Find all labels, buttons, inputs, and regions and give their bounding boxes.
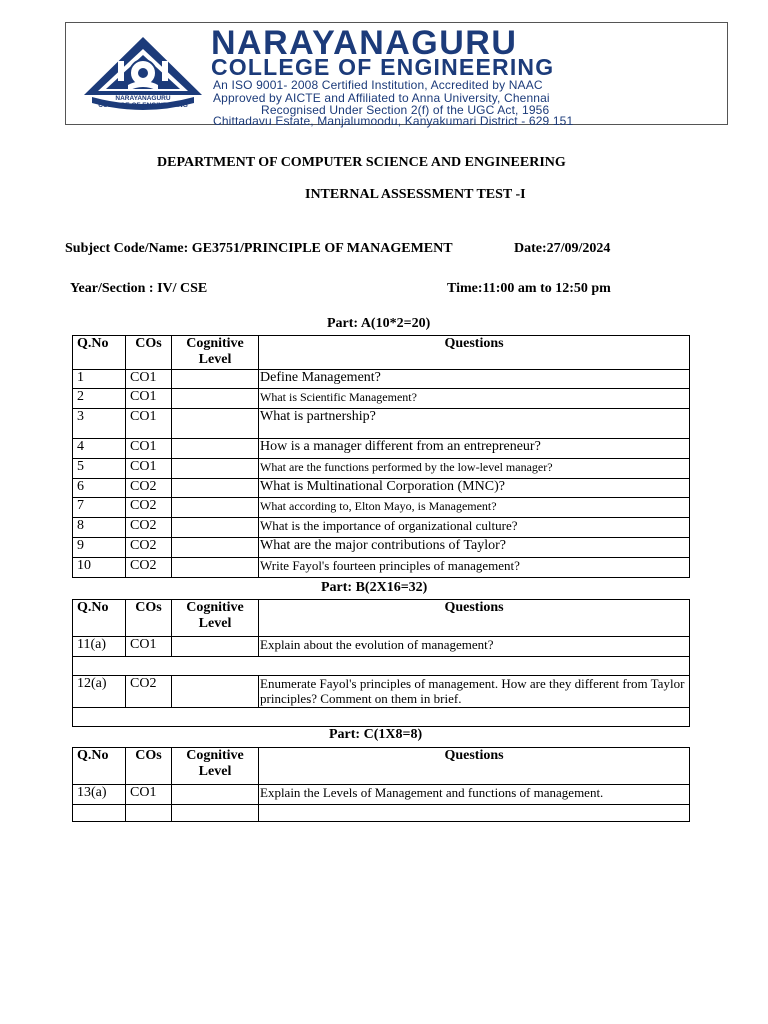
empty-cell xyxy=(73,657,690,676)
question-number: 13(a) xyxy=(73,785,126,805)
subject-line: Subject Code/Name: GE3751/PRINCIPLE OF MANAGEMENT xyxy=(65,241,453,256)
college-emblem-icon xyxy=(78,33,208,125)
logo-caption-line-2: COLLEGE OF ENGINEERING xyxy=(98,102,188,109)
table-row xyxy=(73,805,690,822)
cognitive-level xyxy=(172,439,259,459)
cognitive-level xyxy=(172,479,259,498)
table-row xyxy=(73,785,690,805)
question-number: 3 xyxy=(73,409,126,439)
table-row xyxy=(73,439,690,459)
question-text: Enumerate Fayol's principles of management. How are they different from Taylor principles? Comment on them in brief. xyxy=(259,676,690,708)
course-outcome: CO1 xyxy=(126,459,172,479)
cognitive-level xyxy=(172,637,259,657)
question-number: 6 xyxy=(73,479,126,498)
qno-header: Q.No xyxy=(73,600,126,637)
empty-cell xyxy=(172,805,259,822)
empty-cell xyxy=(126,805,172,822)
course-outcome: CO2 xyxy=(126,498,172,518)
cognitive-header: Cognitive Level xyxy=(172,600,259,637)
question-number: 10 xyxy=(73,558,126,578)
table-row xyxy=(73,637,690,657)
question-number: 8 xyxy=(73,518,126,538)
part-a-table xyxy=(72,335,690,578)
table-row xyxy=(73,479,690,498)
logo-caption-line-1: NARAYANAGURU xyxy=(115,95,171,102)
cognitive-level xyxy=(172,498,259,518)
question-text: How is a manager different from an entrepreneur? xyxy=(259,439,690,459)
question-number: 11(a) xyxy=(73,637,126,657)
course-outcome: CO1 xyxy=(126,785,172,805)
cos-header: COs xyxy=(126,336,172,370)
cognitive-level xyxy=(172,459,259,479)
questions-header: Questions xyxy=(259,748,690,785)
question-number: 7 xyxy=(73,498,126,518)
cognitive-level xyxy=(172,409,259,439)
accreditation-line: An ISO 9001- 2008 Certified Institution, Accredited by NAAC xyxy=(213,78,543,92)
part-b-table xyxy=(72,599,690,727)
college-subtitle: COLLEGE OF ENGINEERING xyxy=(211,54,555,80)
table-row xyxy=(73,459,690,479)
course-outcome: CO1 xyxy=(126,409,172,439)
course-outcome: CO2 xyxy=(126,518,172,538)
questions-header: Questions xyxy=(259,600,690,637)
cognitive-level xyxy=(172,518,259,538)
empty-cell xyxy=(259,805,690,822)
cognitive-level xyxy=(172,676,259,708)
course-outcome: CO2 xyxy=(126,676,172,708)
part-c-title: Part: C(1X8=8) xyxy=(329,727,423,742)
table-spacer-row xyxy=(73,708,690,727)
table-row xyxy=(73,518,690,538)
table-row xyxy=(73,370,690,389)
question-number: 9 xyxy=(73,538,126,558)
cognitive-level xyxy=(172,389,259,409)
cognitive-level xyxy=(172,538,259,558)
questions-header: Questions xyxy=(259,336,690,370)
logo-caption xyxy=(76,95,210,109)
cognitive-header: Cognitive Level xyxy=(172,336,259,370)
course-outcome: CO2 xyxy=(126,558,172,578)
part-a-title: Part: A(10*2=20) xyxy=(327,316,431,331)
table-row xyxy=(73,676,690,708)
empty-cell xyxy=(73,805,126,822)
table-header-row xyxy=(73,336,690,370)
part-b-title: Part: B(2X16=32) xyxy=(321,580,428,595)
qno-header: Q.No xyxy=(73,748,126,785)
cognitive-level xyxy=(172,558,259,578)
course-outcome: CO1 xyxy=(126,389,172,409)
qno-header: Q.No xyxy=(73,336,126,370)
question-number: 2 xyxy=(73,389,126,409)
question-text: Explain about the evolution of management? xyxy=(259,637,690,657)
question-number: 5 xyxy=(73,459,126,479)
question-number: 4 xyxy=(73,439,126,459)
college-name: NARAYANAGURU xyxy=(211,24,518,62)
question-number: 1 xyxy=(73,370,126,389)
question-text: Explain the Levels of Management and functions of management. xyxy=(259,785,690,805)
table-row xyxy=(73,498,690,518)
recognition-line: Recognised Under Section 2(f) of the UGC Act, 1956 xyxy=(261,103,550,117)
empty-cell xyxy=(73,708,690,727)
department-title: DEPARTMENT OF COMPUTER SCIENCE AND ENGINEERING xyxy=(157,155,566,170)
question-number: 12(a) xyxy=(73,676,126,708)
table-row xyxy=(73,409,690,439)
year-section: Year/Section : IV/ CSE xyxy=(70,281,208,296)
question-text: What is the importance of organizational culture? xyxy=(259,518,690,538)
table-row xyxy=(73,538,690,558)
question-text: What are the major contributions of Taylor? xyxy=(259,538,690,558)
test-title: INTERNAL ASSESSMENT TEST -I xyxy=(305,187,526,202)
cognitive-level xyxy=(172,370,259,389)
exam-date: Date:27/09/2024 xyxy=(514,241,611,256)
cos-header: COs xyxy=(126,600,172,637)
table-row xyxy=(73,389,690,409)
question-text: Define Management? xyxy=(259,370,690,389)
table-spacer-row xyxy=(73,657,690,676)
question-text: What are the functions performed by the low-level manager? xyxy=(259,459,690,479)
exam-time: Time:11:00 am to 12:50 pm xyxy=(447,281,611,296)
table-header-row xyxy=(73,748,690,785)
affiliation-line: Approved by AICTE and Affiliated to Anna University, Chennai xyxy=(213,91,550,105)
course-outcome: CO1 xyxy=(126,637,172,657)
question-text: What is partnership? xyxy=(259,409,690,439)
course-outcome: CO2 xyxy=(126,479,172,498)
course-outcome: CO2 xyxy=(126,538,172,558)
table-row xyxy=(73,558,690,578)
question-text: What is Multinational Corporation (MNC)? xyxy=(259,479,690,498)
cognitive-header: Cognitive Level xyxy=(172,748,259,785)
course-outcome: CO1 xyxy=(126,370,172,389)
cos-header: COs xyxy=(126,748,172,785)
table-header-row xyxy=(73,600,690,637)
question-text: What according to, Elton Mayo, is Management? xyxy=(259,498,690,518)
question-text: What is Scientific Management? xyxy=(259,389,690,409)
college-header xyxy=(65,22,728,128)
address-line: Chittadavu Estate, Manjalumoodu, Kanyakumari District - 629 151 xyxy=(213,114,574,128)
cognitive-level xyxy=(172,785,259,805)
part-c-table xyxy=(72,747,690,822)
question-text: Write Fayol's fourteen principles of management? xyxy=(259,558,690,578)
course-outcome: CO1 xyxy=(126,439,172,459)
